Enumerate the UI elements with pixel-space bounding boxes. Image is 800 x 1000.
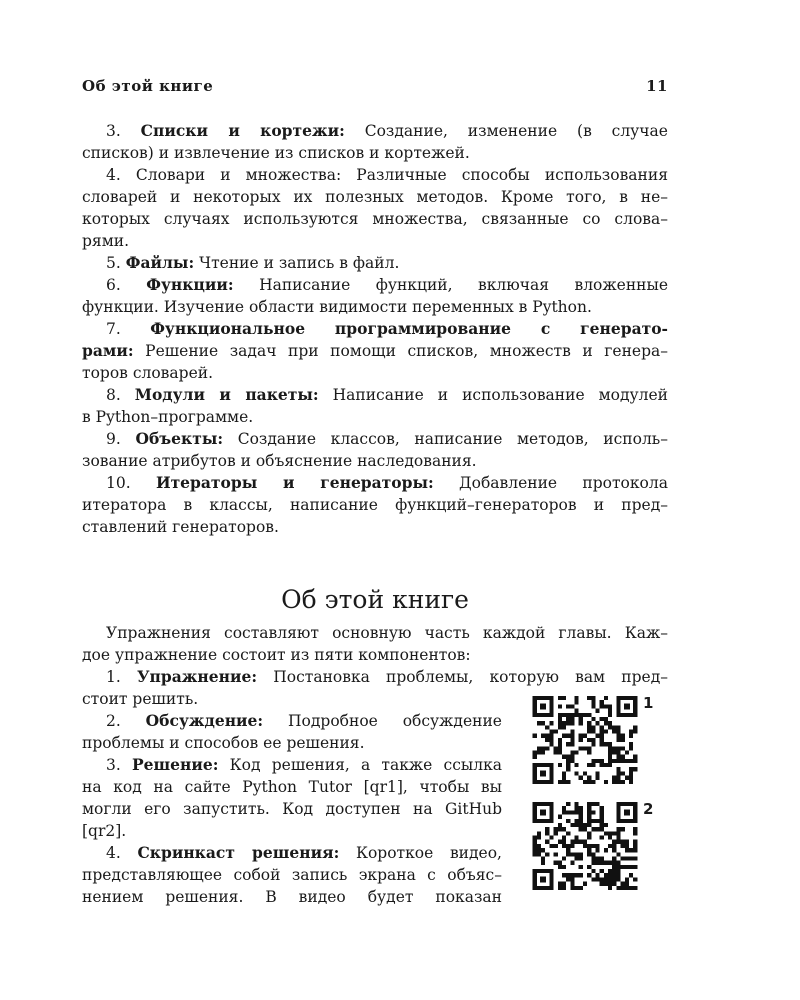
chapter-title: Функции:: [146, 275, 234, 294]
chapter-title: Итераторы и генераторы:: [155, 473, 434, 492]
running-head: [82, 77, 668, 99]
chapter-title: Функциональное программирование с генерато-: [150, 319, 668, 338]
component-item-3: 3. Решение: Код решения, а также ссылка на код на сайте Python Tutor [qr1], чтобы вы могли его запустить. Код доступен на GitHub [qr2].: [82, 755, 502, 840]
chapter-title: Файлы:: [125, 253, 195, 272]
chapter-item-3: 3. Списки и кортежи: Создание, изменение (в случае списков) и извлечение из списков и кортежей.: [82, 121, 668, 162]
component-item-4: 4. Скринкаст решения: Короткое видео, представляющее собой запись экрана с объяс– нением решения. В видео будет показан: [82, 843, 502, 906]
component-title: Обсуждение:: [145, 711, 264, 730]
section-intro: Упражнения составляют основную часть каждой главы. Каж– дое упражнение состоит из пяти компонентов:: [82, 624, 668, 664]
qr-label-2: 2: [643, 800, 654, 818]
chapter-item-6: 6. Функции: Написание функций, включая вложенные функции. Изучение области видимости переменных в Python.: [82, 275, 668, 316]
chapter-item-4: 4. Словари и множества: Различные способы использования словарей и некоторых их полезных методов. Кроме того, в не– которых случаях используются множества, связанные со слова– рями.: [82, 166, 668, 250]
component-title: Скринкаст решения:: [137, 843, 340, 862]
chapter-item-10: 10. Итераторы и генераторы: Добавление протокола итератора в классы, написание функций–генераторов и пред– ставлений генераторов.: [82, 473, 668, 536]
component-item-2: 2. Обсуждение: Подробное обсуждение проблемы и способов ее решения.: [82, 711, 502, 752]
qr-code-icon[interactable]: [530, 696, 640, 784]
qr-label-1: 1: [643, 694, 654, 712]
chapter-item-7: 7. Функциональное программирование с генерато- рами: Решение задач при помощи списков, множеств и генера– торов словарей.: [82, 319, 668, 382]
running-head-title: Об этой книге: [82, 77, 214, 95]
chapter-title: Модули и пакеты:: [134, 385, 319, 404]
chapter-item-5: 5. Файлы: Чтение и запись в файл.: [106, 253, 400, 272]
section-heading: Об этой книге: [281, 585, 469, 614]
chapter-title: Списки и кортежи:: [140, 121, 345, 140]
component-title: Упражнение:: [136, 667, 258, 686]
chapter-item-8: 8. Модули и пакеты: Написание и использование модулей в Python–программе.: [82, 385, 668, 426]
qr-code-icon[interactable]: [530, 802, 640, 890]
page-number: 11: [646, 77, 668, 95]
chapter-item-9: 9. Объекты: Создание классов, написание методов, исполь– зование атрибутов и объяснение наследования.: [82, 429, 668, 470]
component-item-1: 1. Упражнение: Постановка проблемы, которую вам пред– стоит решить.: [82, 667, 668, 708]
component-title: Решение:: [132, 755, 219, 774]
chapter-title: Объекты:: [135, 429, 224, 448]
